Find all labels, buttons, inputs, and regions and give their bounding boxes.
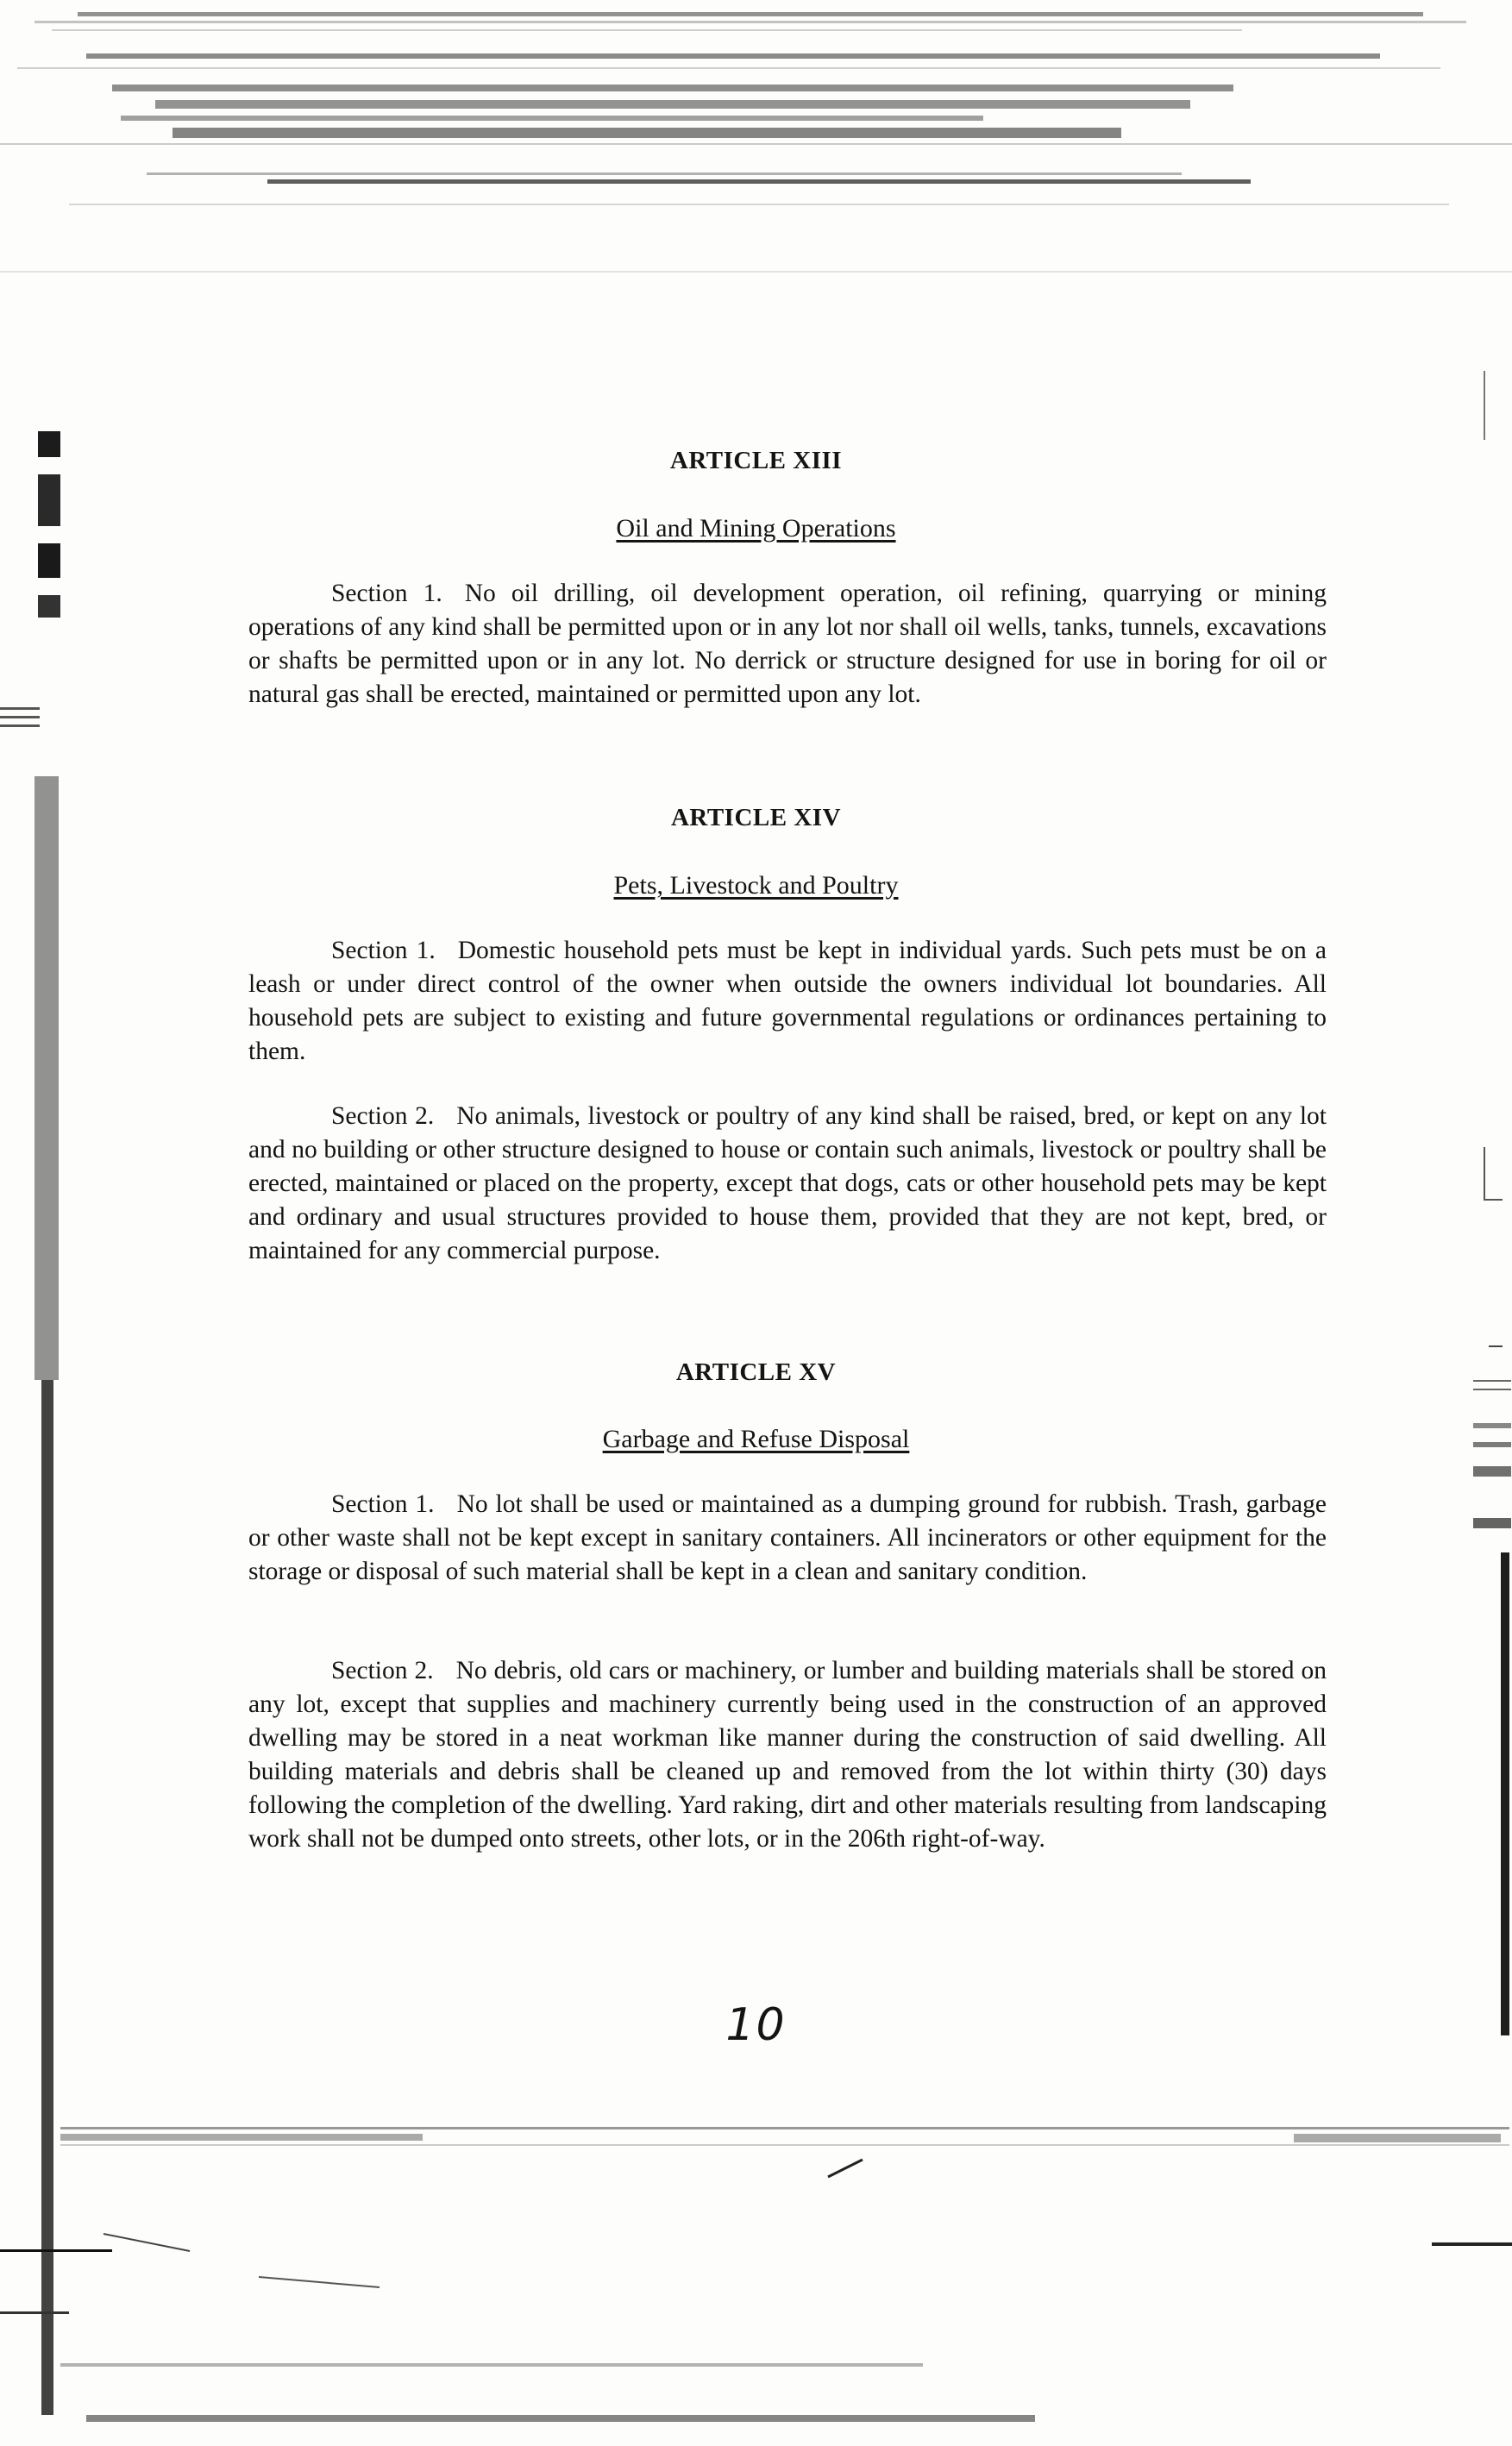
article-section bbox=[248, 1654, 1327, 1856]
section-text: No debris, old cars or machinery, or lumber and building materials shall be stored on any lot, except that supplies and machinery currently being used in the construction of an approved dwelling may be stored in a neat workman like manner during the construction of said dwelling. All building materials and debris shall be cleaned up and removed from the lot within thirty (30) days following the completion of the dwelling. Yard raking, dirt and other materials resulting from landscaping work shall not be dumped onto streets, other lots, or in the 206th right-of-way. bbox=[248, 1657, 1327, 1853]
scan-artifact-bottom bbox=[0, 2104, 1512, 2446]
section-text: No animals, livestock or poultry of any kind shall be raised, bred, or kept on any lot and no building or other structure designed to house or contain such animals, livestock or poultry shall be erected, maintained or placed on the property, except that dogs, cats or other household pets may be kept and ordinary and usual structures provided to house them, provided that they are not kept, bred, or maintained for any commercial purpose. bbox=[248, 1102, 1327, 1264]
scan-artifact-right bbox=[1449, 259, 1512, 2156]
section-label: Section 1. bbox=[331, 937, 436, 964]
section-label: Section 2. bbox=[331, 1657, 434, 1684]
article-section bbox=[248, 577, 1327, 712]
article-section bbox=[248, 934, 1327, 1069]
scan-artifact-top bbox=[0, 0, 1512, 293]
section-label: Section 1. bbox=[331, 1490, 435, 1518]
section-text: Domestic household pets must be kept in individual yards. Such pets must be on a leash or under direct control of the owner when outside the owners individual lot boundaries. All household pets are subject to existing and future governmental regulations or ordinances pertaining to them. bbox=[248, 937, 1327, 1065]
article-section bbox=[248, 1100, 1327, 1268]
section-label: Section 2. bbox=[331, 1102, 435, 1130]
article-title: Garbage and Refuse Disposal bbox=[602, 1425, 910, 1453]
section-label: Section 1. bbox=[331, 580, 442, 607]
page-number: 10 bbox=[725, 1999, 787, 2051]
article-title: Pets, Livestock and Poultry bbox=[613, 871, 899, 900]
article-section bbox=[248, 1488, 1327, 1589]
article-heading: ARTICLE XIV bbox=[670, 804, 842, 831]
article-title: Oil and Mining Operations bbox=[616, 514, 896, 543]
section-text: No lot shall be used or maintained as a dumping ground for rubbish. Trash, garbage or other waste shall not be kept except in sanitary containers. All incinerators or other equipment for the storage or disposal of such material shall be kept in a clean and sanitary condition. bbox=[248, 1490, 1327, 1585]
article-heading: ARTICLE XV bbox=[675, 1358, 837, 1386]
section-text: No oil drilling, oil development operation, oil refining, quarrying or mining operations of any kind shall be permitted upon or in any lot nor shall oil wells, tanks, tunnels, excavations or shafts be permitted upon or in any lot. No derrick or structure designed for use in boring for oil or natural gas shall be erected, maintained or permitted upon any lot. bbox=[248, 580, 1327, 708]
article-heading: ARTICLE XIII bbox=[669, 447, 843, 474]
